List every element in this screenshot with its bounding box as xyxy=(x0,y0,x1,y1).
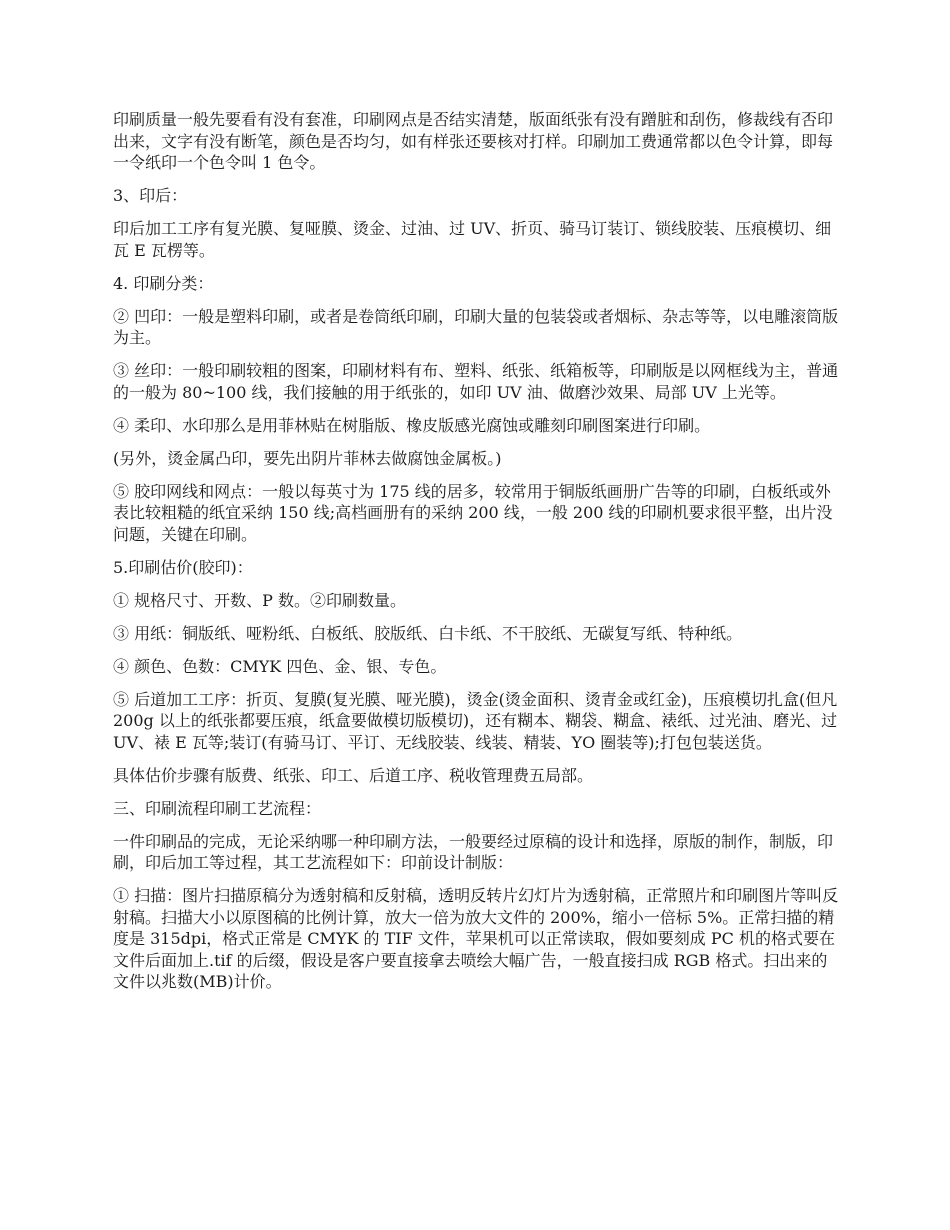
paragraph-offset-screen: ⑤ 胶印网线和网点：一般以每英寸为 175 线的居多，较常用于铜版纸画册广告等的印刷，白板纸或外表比较粗糙的纸宜采纳 150 线;高档画册有的采纳 200 线，一般 200 线的印刷机要求很平整，出片没问题，关键在印刷。 xyxy=(113,481,833,544)
paragraph-flexo: ④ 柔印、水印那么是用菲林贴在树脂版、橡皮版感光腐蚀或雕刻印刷图案进行印刷。 xyxy=(113,415,711,435)
paragraph-estimate-paper: ③ 用纸：铜版纸、哑粉纸、白板纸、胶版纸、白卡纸、不干胶纸、无碳复写纸、特种纸。 xyxy=(113,623,743,643)
paragraph-print-quality: 印刷质量一般先要看有没有套准，印刷网点是否结实清楚，版面纸张有没有蹭脏和刮伤，修裁线有否印出来，文字有没有断笔，颜色是否均匀，如有样张还要核对打样。印刷加工费通常都以色令计算，即每一令纸印一个色令叫 1 色令。 xyxy=(113,110,834,172)
heading-print-estimate: 5.印刷估价(胶印)： xyxy=(113,557,253,577)
paragraph-scanning: ① 扫描：图片扫描原稿分为透射稿和反射稿，透明反转片幻灯片为透射稿，正常照片和印刷图片等叫反射稿。扫描大小以原图稿的比例计算，放大一倍为放大文件的 200%，缩小一倍标 5%。正常扫描的精度是 315dpi，格式正常是 CMYK 的 TIF 文件，苹果机可以正常读取，假如要刻成 PC 机的格式要在文件后面加上.tif 的后缀，假设是客户要直接拿去喷绘大幅广告，一般直接扫成 RGB 格式。扫出来的文件以兆数(MB)计价。 xyxy=(113,886,839,991)
heading-post-press: 3、印后： xyxy=(113,186,188,205)
document-page xyxy=(113,109,841,1004)
paragraph-gravure: ② 凹印：一般是塑料印刷，或者是卷筒纸印刷，印刷大量的包装袋或者烟标、杂志等等，以电雕滚筒版为主。 xyxy=(113,306,839,347)
paragraph-post-press-processes: 印后加工工序有复光膜、复哑膜、烫金、过油、过 UV、折页、骑马订装订、锁线胶装、压痕模切、细瓦 E 瓦楞等。 xyxy=(113,219,832,260)
paragraph-hot-stamping-note: (另外，烫金属凸印，要先出阴片菲林去做腐蚀金属板。) xyxy=(113,448,502,468)
paragraph-estimate-color: ④ 颜色、色数：CMYK 四色、金、银、专色。 xyxy=(113,656,447,676)
paragraph-workflow-intro: 一件印刷品的完成，无论采纳哪一种印刷方法，一般要经过原稿的设计和选择，原版的制作，制版，印刷，印后加工等过程，其工艺流程如下：印前设计制版： xyxy=(113,831,834,872)
paragraph-estimate-size: ① 规格尺寸、开数、P 数。②印刷数量。 xyxy=(113,590,406,610)
heading-print-classification: 4. 印刷分类： xyxy=(113,273,214,293)
paragraph-screen-print: ③ 丝印：一般印刷较粗的图案，印刷材料有布、塑料、纸张、纸箱板等，印刷版是以网框线为主，普通的一般为 80~100 线，我们接触的用于纸张的，如印 UV 油、做磨沙效果、局部 UV 上光等。 xyxy=(113,361,839,402)
paragraph-estimate-steps: 具体估价步骤有版费、纸张、印工、后道工序、税收管理费五局部。 xyxy=(113,765,594,785)
heading-print-workflow: 三、印刷流程印刷工艺流程： xyxy=(113,798,322,818)
paragraph-estimate-finishing: ⑤ 后道加工工序：折页、复膜(复光膜、哑光膜)，烫金(烫金面积、烫青金或红金)，压痕模切扎盒(但凡 200g 以上的纸张都要压痕，纸盒要做模切版模切)，还有糊本、糊袋、糊盒、裱纸、过光油、磨光、过 UV、裱 E 瓦等;装订(有骑马订、平订、无线胶装、线装、精装、YO 圈装等);打包包装送货。 xyxy=(113,689,838,752)
